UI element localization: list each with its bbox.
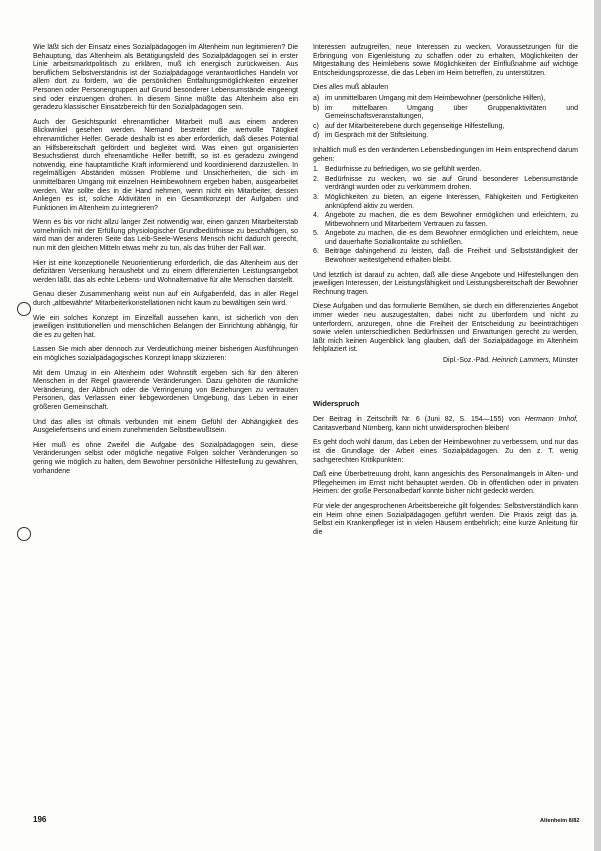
list-item [313, 105, 578, 122]
paragraph: Dies alles muß ablaufen [313, 84, 389, 92]
list-marker: 3. [313, 193, 319, 201]
list-item-text: im mittelbaren Umgang über Gruppenaktivitäten und Gemeinschaftsveranstaltungen, [325, 104, 578, 121]
list-item [313, 248, 578, 265]
paragraph: Interessen aufzugreifen, neue Interessen zu wecken, Voraussetzungen für die Erbringung von Eigenleistung zu schaffen oder zu erhalten, Möglichkeiten der Mitgestaltung des Heimlebens sowie Möglichkeiten der Einflußnahme auf wichtige Entscheidungsprozesse, die das Leben im Heim betreffen, zu unterstützen. [313, 44, 578, 77]
page-number: 196 [33, 815, 47, 824]
journal-footer: Altenheim 8/82 [540, 818, 580, 824]
numbered-list [313, 166, 578, 266]
list-item-text: Möglichkeiten zu bieten, an eigene Interessen, Fähigkeiten und Fertigkeiten anknüpfend aktiv zu werden. [325, 193, 578, 210]
cited-author: Hermann Imhof, [524, 416, 578, 424]
list-marker: 1. [313, 166, 319, 174]
paragraph: Wie ein solches Konzept im Einzelfall aussehen kann, ist sicherlich von den jeweiligen institutionellen und menschlichen Belangen der Einrichtung abhängig, für die es zu gelten hat. [33, 314, 298, 339]
paragraph: Wie läßt sich der Einsatz eines Sozialpädagogen im Altenheim nun legitimieren? Die Behauptung, das Altenheim als Betätigungsfeld des Sozialpädagogen sei in erster Linie arbeitsmarktpolitisch zu erklären, muß ich energisch zurückweisen. Aus beruflichem Selbstverständnis ist der Sozialpädagoge verantwortliches Handeln vor allem dort zu fordern, wo die persönlichen Entfaltungsmöglichkeiten einzelner Personen oder Personengruppen auf Grund besonderer Lebensumstände eingeengt sind oder einzuengen drohen. In diesem Sinne müßte das Altenheim also ein geradezu klassischer Einsatzbereich für den Sozialpädagogen sein. [33, 44, 298, 112]
list-item [313, 123, 578, 132]
list-item-text: Bedürfnisse zu befriedigen, wo sie gefühlt werden. [325, 166, 482, 174]
list-marker: 5. [313, 230, 319, 238]
list-item [313, 212, 578, 229]
list-marker: a) [313, 94, 320, 102]
paragraph: Hier ist eine konzeptionelle Neuorientierung erforderlich, die das Altenheim aus der defizitären Versenkung heraushebt und zu einem differenzierten Leistungsangebot werden läßt, das als echte Lebens- und Wohnalternative für alte Menschen darstellt. [33, 259, 298, 284]
list-item-text: Angebote zu machen, die es dem Bewohner ermöglichen und erleichtern, neue und dauerhafte Sozialkontakte zu schließen. [325, 230, 578, 246]
list-marker: b) [313, 104, 320, 112]
list-item [313, 166, 578, 175]
list-item-text: Beiträge dahingehend zu leisten, daß die Freiheit und Selbstständigkeit der Bewohner weitestgehend erhalten bleibt. [325, 248, 578, 265]
list-item [313, 230, 578, 247]
list-marker: 4. [313, 212, 319, 220]
list-item-text: Angebote zu machen, die es dem Bewohner ermöglichen und erleichtern, zu Mitbewohnern und Mitarbeitern Vertrauen zu fassen. [325, 212, 578, 228]
paragraph: Es geht doch wohl darum, das Leben der Heimbewohner zu verbessern, und nur das ist die Grundlage der Arbeit eines Sozialpädagogen. Zu den z. T. wenig sachgerechten Kritikpunkten: [313, 439, 578, 464]
paragraph: Wenn es bis vor nicht allzu langer Zeit notwendig war, einen ganzen Mitarbeiterstab vornehmlich mit der Erfüllung physiologischer Grundbedürfnisse zu beschäftigen, so wird man der anderen Seite das Leib-Seele-Wesens Mensch nicht dadurch gerecht, nun mit den gleichen Mitteln etwas mehr zu tun, als das früher der Fall war. [33, 219, 298, 253]
paragraph: Hier muß es ohne Zweifel die Aufgabe des Sozialpädagogen sein, diese Veränderungen selbst oder mögliche negative Folgen solcher Veränderungen so gering wie möglich zu halten, dem Bewohner persönliche Hilfestellung zu gewähren, vorhandene [33, 441, 298, 475]
list-item-text: im Gespräch mit der Stiftsleitung. [325, 132, 429, 140]
list-marker: 6. [313, 248, 319, 256]
list-marker: c) [313, 122, 319, 130]
list-item-text: auf der Mitarbeiterebene durch gegenseitige Hilfestellung, [325, 122, 505, 130]
list-marker: d) [313, 132, 320, 140]
signature-city: Münster [552, 357, 578, 364]
paragraph [313, 416, 578, 433]
paragraph-text: Caritasverband Nürnberg, kann nicht unwidersprochen bleiben! [313, 424, 510, 432]
list-item-text: im unmittelbaren Umgang mit dem Heimbewohner (persönliche Hilfen), [325, 94, 546, 102]
paragraph: Daß eine Überbetreuung droht, kann angesichts des Personalmangels in Alten- und Pflegeheimen im Ernst nicht behauptet werden. Ob in öffentlichen oder in privaten Heimen: der große Personalbedarf konnte bisher nicht gedeckt werden. [313, 471, 578, 496]
list-item [313, 132, 578, 141]
list-item [313, 176, 578, 193]
left-column [33, 44, 298, 482]
paragraph-text: Der Beitrag in Zeitschrift Nr. 6 (Juni 82, S. 154—155) von [313, 416, 520, 424]
list-item [313, 194, 578, 211]
section-heading: Widerspruch [313, 398, 360, 408]
list-marker: 2. [313, 175, 319, 183]
list-item-text: Bedürfnisse zu wecken, wo sie auf Grund besonderer Lebensumstände verdrängt wurden oder zu verkümmern drohen. [325, 175, 578, 192]
scan-edge [594, 0, 601, 851]
paragraph: Genau dieser Zusammenhang weist nun auf ein Aufgabenfeld, das in aller Regel durch „altbewährte“ Mitarbeiterkonstellationen nicht kaum zu bewältigen sein wird. [33, 291, 298, 308]
list-item [313, 95, 578, 104]
signature-title: Dipl.-Soz.-Päd. [442, 357, 491, 364]
signature-name: Heinrich Lammers, [492, 357, 551, 364]
right-column [313, 44, 578, 543]
paragraph: Und das alles ist oftmals verbunden mit einem Gefühl der Abhängigkeit des Ausgeliefertseins und einem zunehmenden Selbstbewußtsein. [33, 418, 298, 435]
paragraph: Lassen Sie mich aber dennoch zur Verdeutlichung meiner bisherigen Ausführungen ein mögliches sozialpädagogisches Konzept knapp skizzieren: [33, 346, 298, 362]
punch-hole-icon [17, 302, 31, 316]
paragraph: Mit dem Umzug in ein Altenheim oder Wohnstift ergeben sich für den älteren Menschen in der Regel gravierende Veränderungen. Dazu gehören die räumliche Veränderung, der Abbruch oder die Verringerung von Beziehungen zu vertrauten Personen, das Verlassen einer liebgewordenen Umgebung, das Leben in einer größeren Gemeinschaft. [33, 369, 298, 411]
paragraph: Inhaltlich muß es den veränderten Lebensbedingungen im Heim entsprechend darum gehen: [313, 146, 578, 163]
author-signature [313, 357, 578, 366]
paragraph: Diese Aufgaben und das formulierte Bemühen, sie durch ein differenziertes Angebot immer wieder neu auszugestalten, dabei nicht zu überfordern und nicht zu unterfordern, anzuregen, ohne die Freiheit der Entscheidung zu beeinträchtigen sowie vielen unterschiedlichen Bedürfnissen und Erwartungen gerecht zu werden, läßt mich keinen Augenblick lang glauben, daß der Sozialpädagoge im Altenheim fehlplaziert ist. [313, 303, 578, 354]
paragraph: Für viele der angesprochenen Arbeitsbereiche gilt folgendes: Selbstverständlich kann ein Heim ohne einen Sozialpädagogen geführt werden. Die Praxis zeigt das ja. Selbst ein Krankenpfleger ist in vielen Häusern entbehrlich; eine kurze Anleitung für die [313, 502, 578, 536]
lettered-list [313, 95, 578, 141]
paragraph: Auch der Gesichtspunkt ehrenamtlicher Mitarbeit muß aus einem anderen Blickwinkel gesehen werden. Niemand bestreitet die wertvolle Tätigkeit ehrenamtlicher Helfer. Gerade deshalb ist es aber erforderlich, daß dieses Potential an Hilfsbereitschaft gefördert und begleitet wird. Was einen gut organisierten Besuchsdienst durch ehrenamtliche Helfer betrifft, so ist es geradezu zwingend notwendig, eine hauptamtliche Kraft informierend und koordinierend darzustellen. In regelmäßigen Abständen müssen Probleme und Unsicherheiten, die sich im unmittelbaren Umgang mit einzelnen Heimbewohnern ergeben haben, ausgearbeitet werden. War sollte dies in die Hand nehmen, wenn nicht ein Mitarbeiter, dessen Anliegen es ist, solche Aktivitäten in ein Gesamtkonzept der Aufgaben und Funktionen im Altenheim zu integrieren? [33, 118, 298, 212]
punch-hole-icon [17, 527, 31, 541]
paragraph: Und letztlich ist darauf zu achten, daß alle diese Angebote und Hilfestellungen den jeweiligen Interessen, der Leistungsfähigkeit und Leistungsbereitschaft der Bewohner Rechnung tragen. [313, 271, 578, 296]
